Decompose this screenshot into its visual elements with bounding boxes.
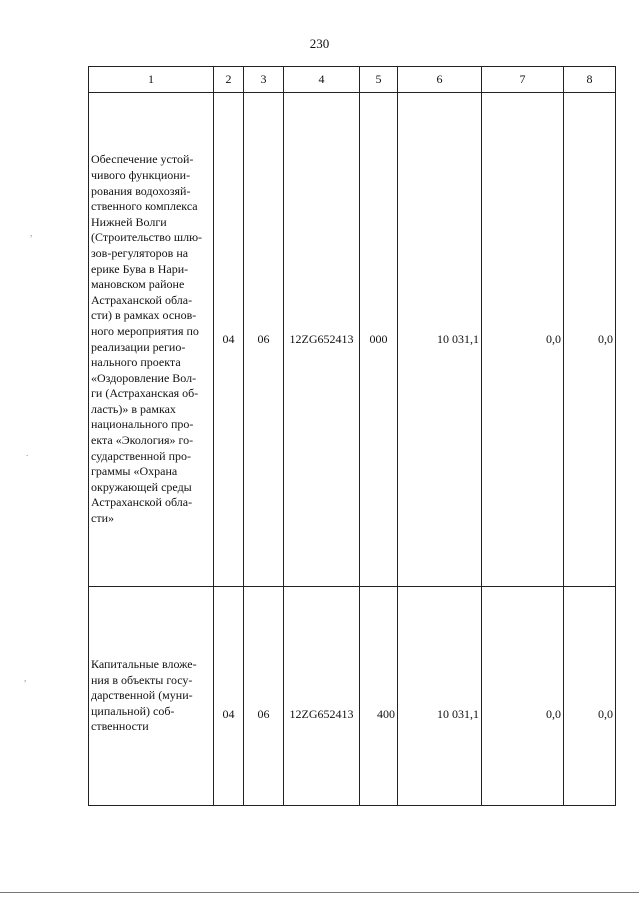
cell-section-value: 04 [222,706,235,721]
scan-speck: . [26,448,29,458]
cell-amount-7-value: 0,0 [546,706,561,721]
cell-section: 04 [214,93,244,587]
cell-amount-8 [564,587,616,806]
table-header-row [89,67,616,93]
cell-amount-8-value: 0,0 [598,706,613,721]
cell-section [214,587,244,806]
column-header-7: 7 [482,67,564,93]
column-header-1: 1 [89,67,214,93]
page-number: 230 [309,36,330,51]
cell-target-code-value: 12ZG652413 [289,706,354,721]
table-row [89,93,616,587]
budget-table [88,66,616,806]
cell-amount-6-value: 10 031,1 [437,706,479,721]
cell-subsection [244,587,284,806]
column-header-6: 6 [398,67,482,93]
cell-subsection-value: 06 [257,706,270,721]
row-description: Обеспечение устой- чивого функциони- рования водохозяй- ственного комплекса Нижней Волги (Строительство шлю- зов-регуляторов на ерике Бува в Нари- мановском районе Астраханской обла- сти) в рамках основ- ного мероприятия по реализации регио- нального проекта «Оздоровление Вол- ги (Астраханская об- ласть)» в рамках национального про- екта «Экология» го- сударственной про- граммы «Охрана окружающей среды Астраханской обла- сти» [89,93,214,587]
cell-amount-7 [482,587,564,806]
column-header-4: 4 [284,67,360,93]
cell-target-code [284,587,360,806]
table-row [89,587,616,806]
scan-speck: , [24,673,27,683]
page-bottom-edge [0,892,639,893]
cell-amount-6 [398,587,482,806]
column-header-8: 8 [564,67,616,93]
cell-target-code: 12ZG652413 [284,93,360,587]
cell-expense-type: 000 [360,93,398,587]
cell-amount-8: 0,0 [564,93,616,587]
cell-subsection: 06 [244,93,284,587]
column-header-5: 5 [360,67,398,93]
row-description: Капитальные вложе- ния в объекты госу- дарственной (муни- ципальной) соб- ственности [89,587,214,806]
scan-speck: , [30,228,33,238]
cell-expense-type-value: 400 [377,706,395,721]
column-header-3: 3 [244,67,284,93]
cell-expense-type [360,587,398,806]
cell-amount-7: 0,0 [482,93,564,587]
cell-amount-6: 10 031,1 [398,93,482,587]
column-header-2: 2 [214,67,244,93]
